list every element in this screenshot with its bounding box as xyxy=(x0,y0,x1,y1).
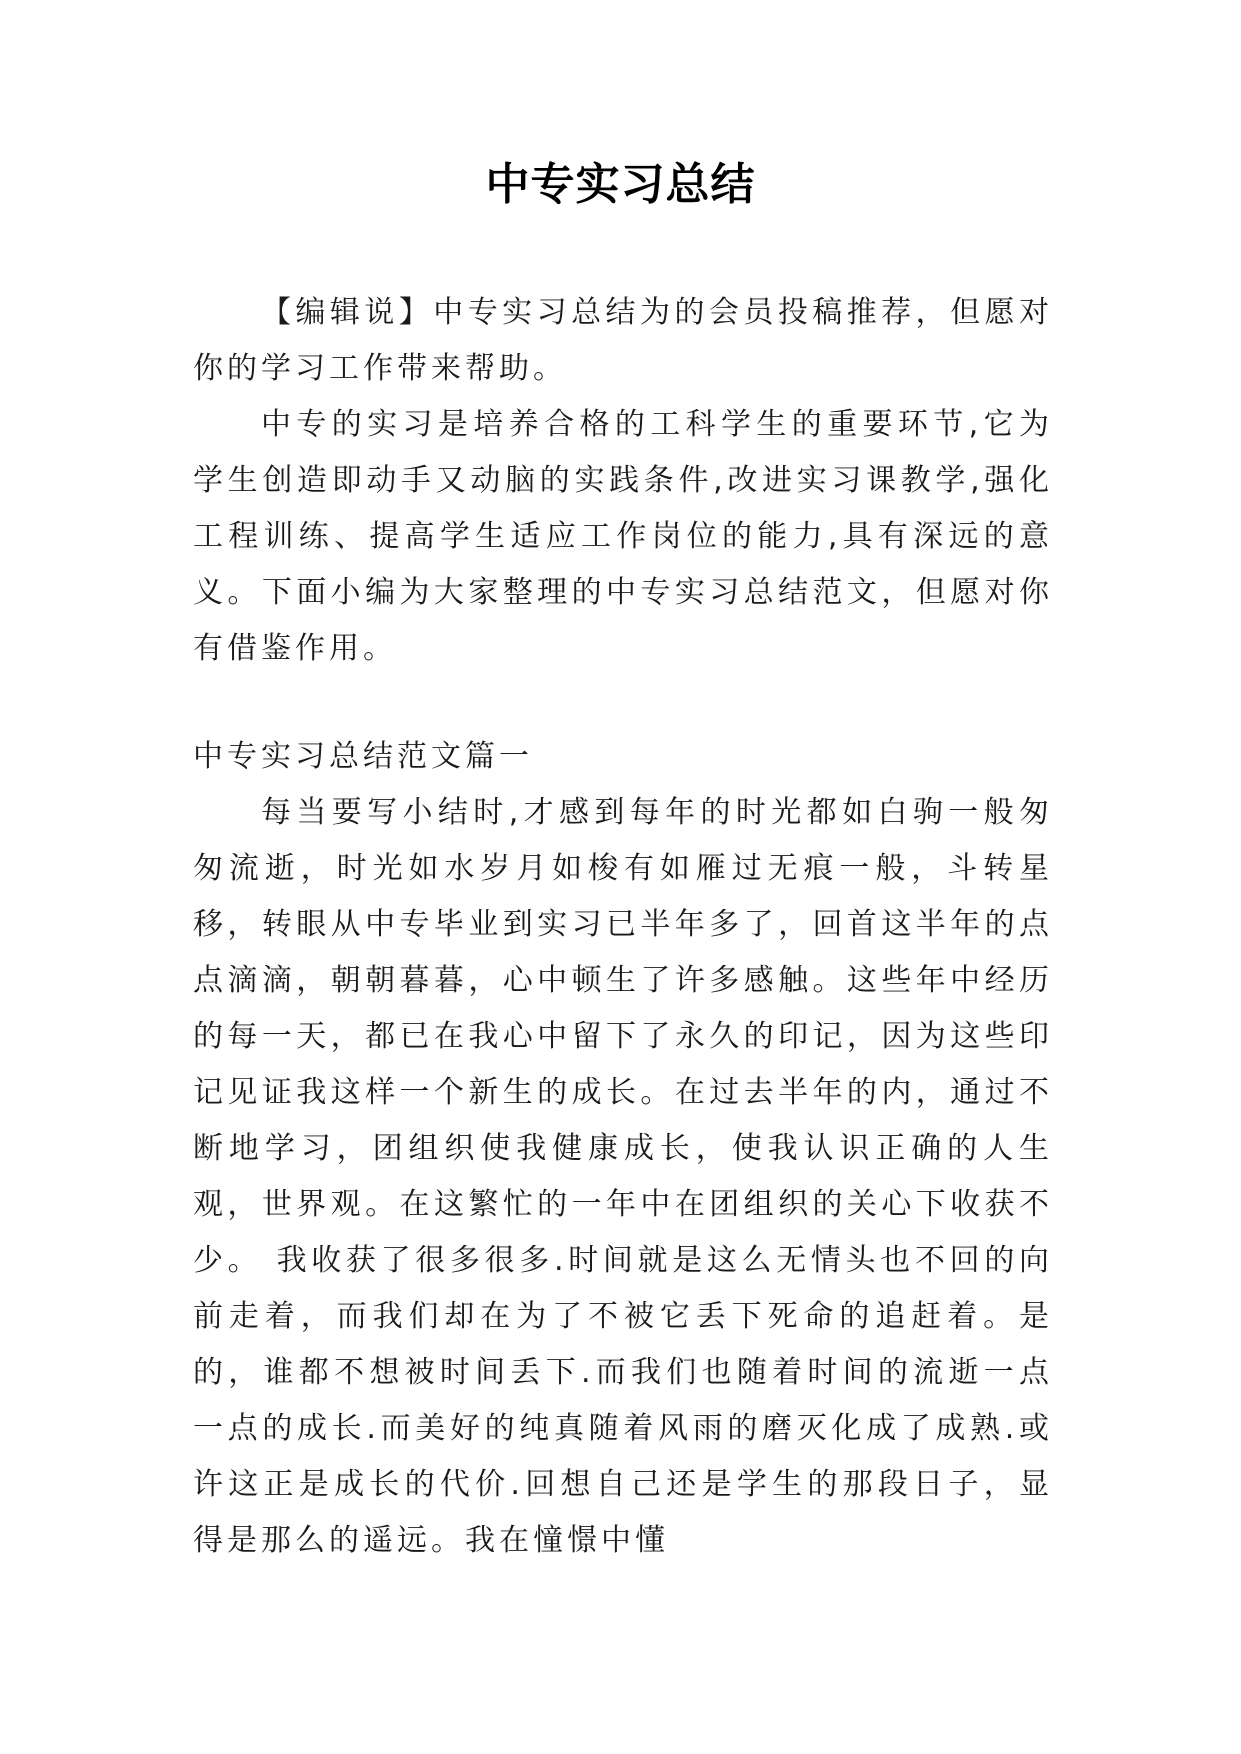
document-title: 中专实习总结 xyxy=(485,159,756,210)
section-heading: 中专实习总结范文篇一 xyxy=(193,739,533,774)
editor-note-paragraph: 【编辑说】中专实习总结为的会员投稿推荐，但愿对你的学习工作带来帮助。 xyxy=(193,295,1053,386)
intro-paragraph: 中专的实习是培养合格的工科学生的重要环节,它为学生创造即动手又动脑的实践条件,改进实习课教学,强化工程训练、提高学生适应工作岗位的能力,具有深远的意义。下面小编为大家整理的中专实习总结范文，但愿对你有借鉴作用。 xyxy=(193,407,1053,666)
section-paragraph: 每当要写小结时,才感到每年的时光都如白驹一般匆匆流逝，时光如水岁月如梭有如雁过无痕一般，斗转星移，转眼从中专毕业到实习已半年多了，回首这半年的点点滴滴，朝朝暮暮，心中顿生了许多感触。这些年中经历的每一天，都已在我心中留下了永久的印记，因为这些印记见证我这样一个新生的成长。在过去半年的内，通过不断地学习，团组织使我健康成长，使我认识正确的人生观，世界观。在这繁忙的一年中在团组织的关心下收获不少。 我收获了很多很多.时间就是这么无情头也不回的向前走着，而我们却在为了不被它丢下死命的追赶着。是的，谁都不想被时间丢下.而我们也随着时间的流逝一点一点的成长.而美好的纯真随着风雨的磨灭化成了成熟.或许这正是成长的代价.回想自己还是学生的那段日子，显得是那么的遥远。我在憧憬中懂 xyxy=(193,795,1053,1558)
document-body xyxy=(193,285,1053,1569)
